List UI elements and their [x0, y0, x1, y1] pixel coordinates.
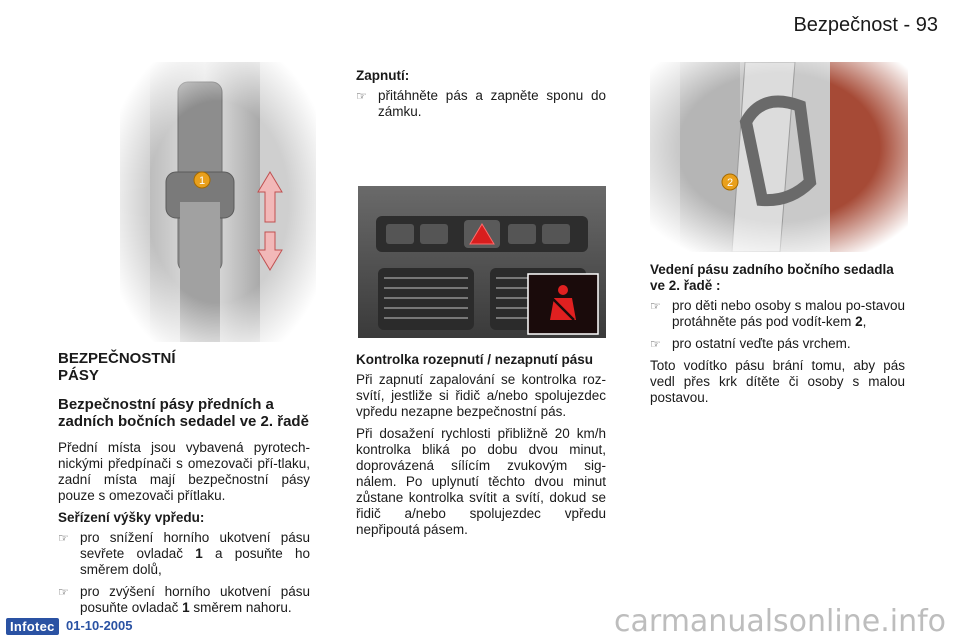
warning-light-heading: Kontrolka rozepnutí / nezapnutí pásu	[356, 352, 594, 367]
middle-top-column	[356, 68, 606, 126]
height-adjust-heading: Seřízení výšky vpředu:	[58, 510, 205, 525]
bullet-text: pro ostatní veďte pás vrchem.	[672, 336, 851, 351]
hazard-triangle-icon	[464, 220, 500, 248]
rear-belt-guide-photo	[650, 62, 908, 252]
pointing-hand-icon: ☞	[58, 531, 69, 545]
intro-paragraph: Přední místa jsou vybavená pyrotech-nickými předpínači s omezovači pří-tlaku, zadní místa mají bezpečnostní pásy pouze s omezovači přítlaku.	[58, 440, 310, 503]
list-item	[650, 336, 905, 352]
bullet-text: směrem nahoru.	[193, 600, 292, 615]
left-column	[58, 350, 310, 622]
watermark: carmanualsonline.info	[614, 604, 946, 639]
pointing-hand-icon: ☞	[650, 337, 661, 351]
list-item	[650, 298, 905, 330]
pointing-hand-icon: ☞	[650, 299, 661, 313]
header-separator: -	[897, 14, 916, 36]
footer-date: 01-10-2005	[66, 618, 133, 633]
section-heading	[58, 350, 310, 384]
dashboard-warning-photo	[358, 186, 606, 338]
belt-height-adjuster-photo	[120, 62, 316, 342]
subsection-heading: Bezpečnostní pásy předních a zadních bočních sedadel ve 2. řadě	[58, 396, 309, 430]
bullet-text: pro snížení horního ukotvení pásu sevřete ovladač	[80, 530, 310, 561]
seatbelt-warning-icon	[528, 274, 598, 334]
infotec-logo: Infotec	[6, 618, 59, 635]
page-header	[793, 14, 938, 37]
bullet-text: pro děti nebo osoby s malou po-stavou protáhněte pás pod vodít-kem	[672, 298, 905, 329]
belt-guide-note: Toto vodítko pásu brání tomu, aby pás vedl přes krk dítěte či osoby s malou postavou.	[650, 358, 905, 405]
section-heading-line1: BEZPEČNOSTNÍ	[58, 350, 176, 367]
section-heading-line2: PÁSY	[58, 367, 99, 384]
belt-guide-heading: Vedení pásu zadního bočního sedadla ve 2. řadě :	[650, 262, 894, 293]
bullet-text: pro zvýšení horního ukotvení pásu posuňte ovladač	[80, 584, 310, 615]
list-item	[58, 584, 310, 616]
control-number: 1	[195, 546, 203, 561]
list-item	[58, 530, 310, 578]
list-item	[356, 88, 606, 120]
bullet-text: a posuňte ho směrem dolů,	[80, 546, 310, 577]
warning-paragraph-1: Při zapnutí zapalování se kontrolka roz-svítí, jestliže si řidič a/nebo spolujezdec vpředu nezapne bezpečnostní pás.	[356, 372, 606, 419]
control-number: 1	[182, 600, 190, 615]
pointing-hand-icon: ☞	[58, 585, 69, 599]
section-title: Bezpečnost	[793, 14, 898, 36]
right-column	[650, 262, 905, 412]
page-number: 93	[915, 14, 938, 36]
bullet-text: přitáhněte pás a zapněte sponu do zámku.	[378, 88, 606, 119]
middle-bottom-column	[356, 352, 606, 544]
control-number: 2	[855, 314, 863, 329]
warning-paragraph-2: Při dosažení rychlosti přibližně 20 km/h kontrolka bliká po dobu dvou minut, doprovázená sílícím zvukovým sig-nálem. Po uplynutí těchto dvou minut zůstane kontrolka svítit a svítí, dokud se řidič a/nebo spolujezdec vpředu nepřipoutá pásem.	[356, 426, 606, 537]
pointing-hand-icon: ☞	[356, 89, 367, 103]
fasten-heading: Zapnutí:	[356, 68, 410, 83]
bullet-text: ,	[862, 314, 867, 329]
